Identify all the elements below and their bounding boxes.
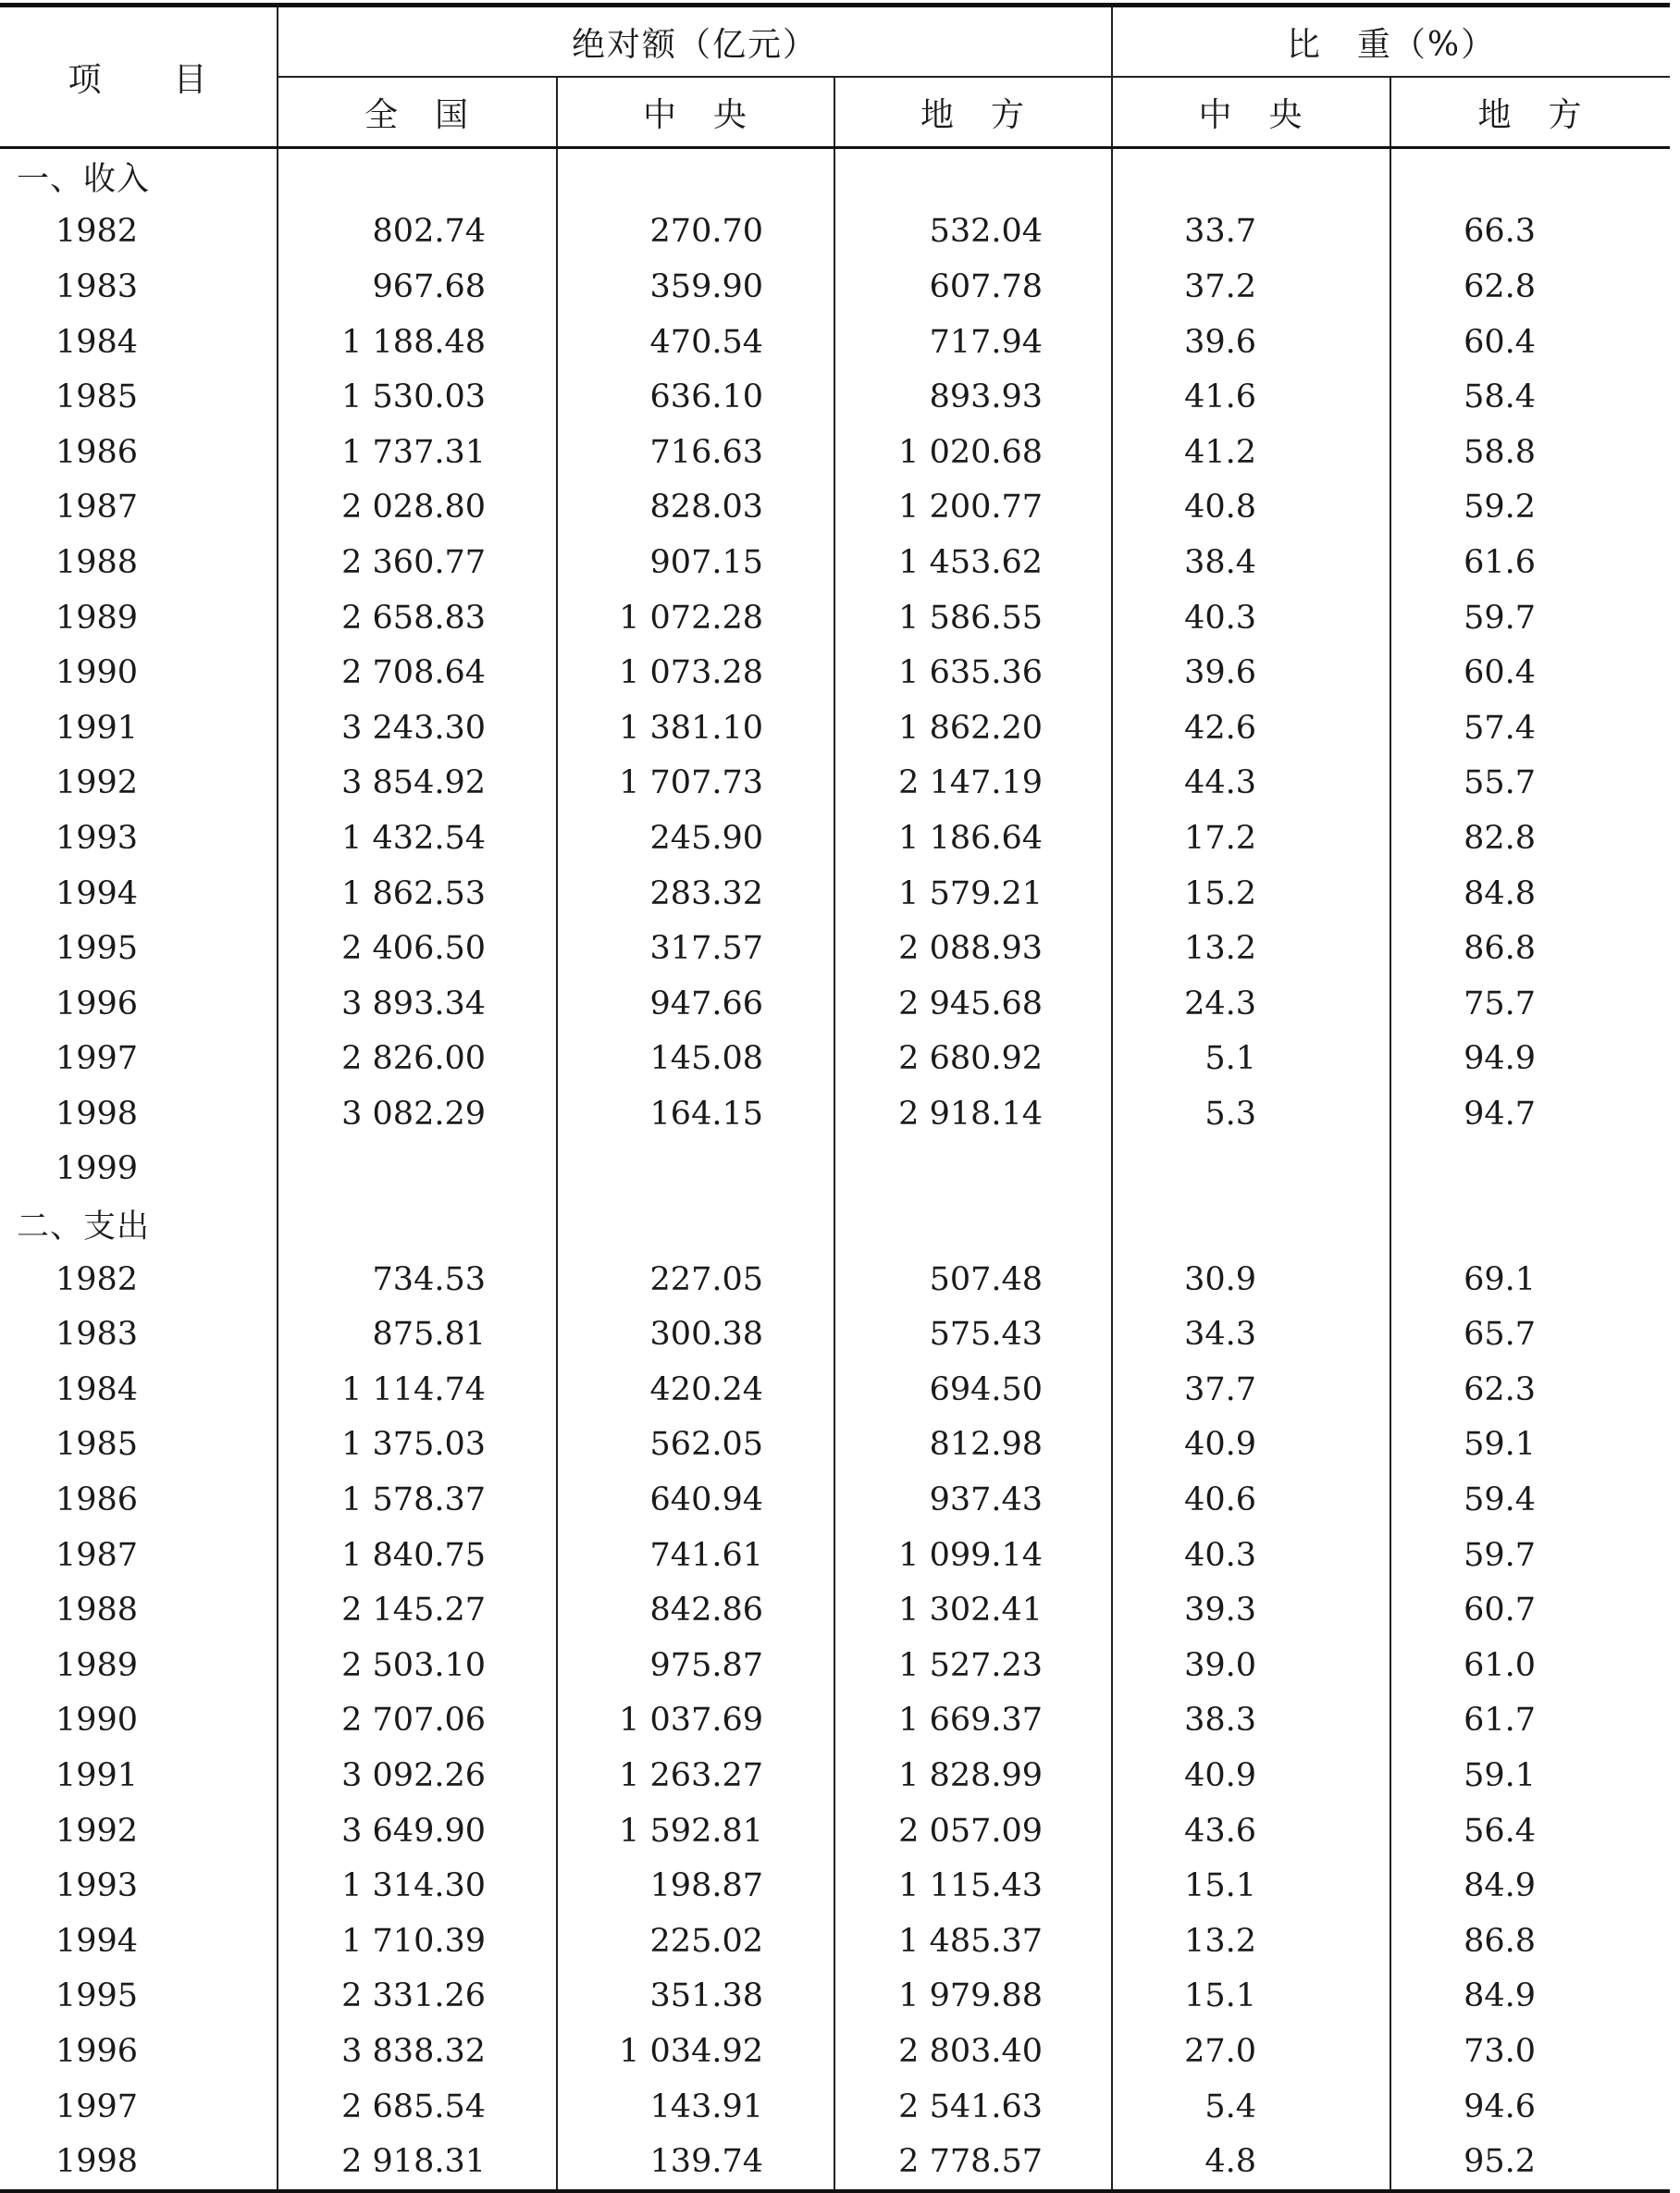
local-share-value: 94.7 [1464,1095,1537,1133]
national-value: 3 243.30 [278,700,557,756]
table-row [0,645,1670,700]
year-cell: 1988 [0,535,278,590]
central-amount-value: 636.10 [557,369,834,425]
central-amount-value: 716.63 [557,425,834,480]
table-row [0,315,1670,370]
central-share-value: 27.0 [1112,2024,1390,2079]
central-share-value: 39.3 [1112,1582,1390,1638]
local-amount-value: 893.93 [834,369,1112,425]
table-row [0,1582,1670,1638]
central-amount-value: 317.57 [557,921,834,976]
section-title: 二、支出 [0,1196,278,1252]
central-amount-value: 640.94 [557,1472,834,1528]
local-amount-value: 1 453.62 [834,535,1112,590]
central-share-value: 40.3 [1112,1528,1390,1583]
local-share-value: 62.8 [1464,267,1537,305]
national-value: 2 707.06 [278,1693,557,1749]
local-share-value [1390,1142,1670,1197]
local-amount-value: 607.78 [834,259,1112,315]
central-share-value: 24.3 [1112,976,1390,1032]
table-row [0,1693,1670,1749]
central-share-value: 41.2 [1112,425,1390,480]
year-cell: 1995 [0,921,278,976]
local-amount-value: 717.94 [834,315,1112,370]
local-share-value: 56.4 [1464,1812,1537,1850]
empty-cell [834,148,1112,204]
local-share-column-header: 地 方 [1390,77,1670,148]
local-amount-value: 2 541.63 [834,2079,1112,2135]
year-cell: 1991 [0,1748,278,1803]
table-row [0,1032,1670,1087]
table-row [0,425,1670,480]
central-share-value: 15.2 [1112,866,1390,922]
section-header-row [0,148,1670,204]
central-amount-value: 1 037.69 [557,1693,834,1749]
central-amount-value: 245.90 [557,811,834,866]
central-amount-value: 420.24 [557,1362,834,1418]
year-cell: 1997 [0,1032,278,1087]
central-share-value: 5.4 [1112,2079,1390,2135]
national-column-header: 全 国 [278,77,557,148]
local-share-value: 59.2 [1464,489,1537,527]
local-share-value: 86.8 [1464,930,1537,968]
fiscal-revenue-expenditure-table [0,3,1670,2193]
year-cell: 1983 [0,1307,278,1362]
local-amount-value: 1 099.14 [834,1528,1112,1583]
year-cell: 1993 [0,1858,278,1914]
year-cell: 1987 [0,1528,278,1583]
table-row [0,1914,1670,1969]
national-value: 802.74 [278,204,557,260]
local-share-value: 84.8 [1464,874,1537,912]
year-cell: 1989 [0,590,278,646]
local-amount-value: 1 302.41 [834,1582,1112,1638]
central-share-value: 4.8 [1112,2134,1390,2191]
table-row [0,1748,1670,1803]
central-share-value: 40.3 [1112,590,1390,646]
local-amount-value: 1 186.64 [834,811,1112,866]
local-amount-value: 1 586.55 [834,590,1112,646]
table-row [0,866,1670,922]
table-row [0,1528,1670,1583]
central-amount-value: 842.86 [557,1582,834,1638]
national-value: 734.53 [278,1252,557,1307]
table-row [0,1638,1670,1693]
year-cell: 1986 [0,1472,278,1528]
central-amount-value [557,1142,834,1197]
year-cell: 1992 [0,756,278,812]
absolute-amount-group-header: 绝对额（亿元） [278,6,1112,78]
table-row [0,1362,1670,1418]
national-value: 2 360.77 [278,535,557,590]
national-value: 1 114.74 [278,1362,557,1418]
table-row [0,2079,1670,2135]
local-amount-value: 812.98 [834,1418,1112,1473]
central-share-value: 37.7 [1112,1362,1390,1418]
local-share-value: 61.7 [1464,1702,1537,1740]
local-amount-value: 532.04 [834,204,1112,260]
local-share-value: 59.4 [1464,1481,1537,1519]
local-share-value: 94.9 [1464,1040,1537,1078]
national-value: 2 406.50 [278,921,557,976]
local-amount-value: 2 945.68 [834,976,1112,1032]
section-title: 一、收入 [0,148,278,204]
central-amount-value: 470.54 [557,315,834,370]
central-share-value: 15.1 [1112,1858,1390,1914]
year-cell: 1998 [0,2134,278,2191]
local-share-value: 61.6 [1464,543,1537,581]
year-cell: 1991 [0,700,278,756]
local-amount-value: 507.48 [834,1252,1112,1307]
year-cell: 1982 [0,1252,278,1307]
central-share-value: 30.9 [1112,1252,1390,1307]
local-share-value: 58.8 [1464,433,1537,471]
central-amount-value: 1 034.92 [557,2024,834,2079]
national-value: 3 838.32 [278,2024,557,2079]
local-amount-value: 2 680.92 [834,1032,1112,1087]
table-row [0,700,1670,756]
table-row [0,976,1670,1032]
table-row [0,1803,1670,1859]
empty-cell [278,1196,557,1252]
local-amount-value: 1 115.43 [834,1858,1112,1914]
local-amount-value: 1 485.37 [834,1914,1112,1969]
table-header [0,6,1670,148]
central-amount-value: 300.38 [557,1307,834,1362]
local-amount-value: 937.43 [834,1472,1112,1528]
central-amount-value: 359.90 [557,259,834,315]
central-amount-value: 1 073.28 [557,645,834,700]
national-value: 2 145.27 [278,1582,557,1638]
central-share-value: 13.2 [1112,921,1390,976]
national-value: 1 737.31 [278,425,557,480]
year-cell: 1994 [0,1914,278,1969]
central-amount-value: 351.38 [557,1969,834,2025]
local-amount-value: 575.43 [834,1307,1112,1362]
empty-cell [557,148,834,204]
national-value: 2 918.31 [278,2134,557,2191]
local-amount-value: 2 918.14 [834,1086,1112,1142]
central-share-value: 5.3 [1112,1086,1390,1142]
national-value: 2 826.00 [278,1032,557,1087]
local-share-value: 55.7 [1464,764,1537,802]
central-share-value: 39.6 [1112,645,1390,700]
local-share-value: 62.3 [1464,1370,1537,1408]
year-cell: 1982 [0,204,278,260]
local-share-value: 84.9 [1464,1867,1537,1905]
local-share-value: 57.4 [1464,709,1537,747]
empty-cell [1112,1196,1390,1252]
local-amount-value: 1 020.68 [834,425,1112,480]
national-value: 3 082.29 [278,1086,557,1142]
local-share-value: 61.0 [1464,1646,1537,1684]
local-amount-value: 1 635.36 [834,645,1112,700]
local-amount-value: 2 147.19 [834,756,1112,812]
local-share-value: 95.2 [1464,2143,1537,2181]
national-value [278,1142,557,1197]
central-amount-value: 225.02 [557,1914,834,1969]
year-cell: 1996 [0,2024,278,2079]
central-share-value: 41.6 [1112,369,1390,425]
local-share-value: 94.6 [1464,2088,1537,2125]
central-amount-value: 164.15 [557,1086,834,1142]
central-share-value: 39.0 [1112,1638,1390,1693]
local-amount-value: 2 088.93 [834,921,1112,976]
central-amount-value: 145.08 [557,1032,834,1087]
national-value: 1 375.03 [278,1418,557,1473]
table-row [0,1418,1670,1473]
central-amount-value: 227.05 [557,1252,834,1307]
year-cell: 1994 [0,866,278,922]
year-cell: 1995 [0,1969,278,2025]
local-amount-value: 1 979.88 [834,1969,1112,2025]
central-share-value: 37.2 [1112,259,1390,315]
local-share-value: 86.8 [1464,1922,1537,1960]
central-share-value: 40.9 [1112,1748,1390,1803]
local-amount-value: 1 200.77 [834,480,1112,536]
local-amount-value: 2 803.40 [834,2024,1112,2079]
year-cell: 1987 [0,480,278,536]
table-row [0,590,1670,646]
central-share-value: 40.9 [1112,1418,1390,1473]
central-amount-value: 562.05 [557,1418,834,1473]
year-cell: 1990 [0,645,278,700]
local-amount-value: 1 527.23 [834,1638,1112,1693]
table-row [0,1142,1670,1197]
local-amount-value: 2 057.09 [834,1803,1112,1859]
central-amount-value: 1 592.81 [557,1803,834,1859]
table-row [0,480,1670,536]
central-share-value: 40.6 [1112,1472,1390,1528]
table-row [0,2024,1670,2079]
central-share-value: 44.3 [1112,756,1390,812]
year-cell: 1985 [0,1418,278,1473]
local-share-value: 84.9 [1464,1977,1537,2015]
central-amount-value: 947.66 [557,976,834,1032]
table-body [0,148,1670,2191]
local-share-value: 65.7 [1464,1316,1537,1354]
central-share-value: 34.3 [1112,1307,1390,1362]
local-share-value: 60.4 [1464,323,1537,361]
local-share-value: 60.7 [1464,1592,1537,1629]
national-value: 1 710.39 [278,1914,557,1969]
central-amount-value: 270.70 [557,204,834,260]
national-value: 2 708.64 [278,645,557,700]
central-amount-value: 741.61 [557,1528,834,1583]
local-amount-value: 1 669.37 [834,1693,1112,1749]
central-amount-value: 1 072.28 [557,590,834,646]
central-amount-value: 1 263.27 [557,1748,834,1803]
national-value: 967.68 [278,259,557,315]
national-value: 2 685.54 [278,2079,557,2135]
national-value: 2 503.10 [278,1638,557,1693]
national-value: 3 649.90 [278,1803,557,1859]
year-cell: 1993 [0,811,278,866]
central-share-value [1112,1142,1390,1197]
year-cell: 1984 [0,315,278,370]
local-share-value: 58.4 [1464,378,1537,416]
year-cell: 1990 [0,1693,278,1749]
empty-cell [834,1196,1112,1252]
central-share-value: 15.1 [1112,1969,1390,2025]
local-amount-value: 2 778.57 [834,2134,1112,2191]
local-share-value: 59.1 [1464,1426,1537,1464]
national-value: 1 432.54 [278,811,557,866]
year-cell: 1983 [0,259,278,315]
national-value: 3 893.34 [278,976,557,1032]
central-share-value: 38.3 [1112,1693,1390,1749]
year-cell: 1986 [0,425,278,480]
central-share-value: 39.6 [1112,315,1390,370]
local-share-value: 82.8 [1464,819,1537,857]
section-header-row [0,1196,1670,1252]
table-row [0,921,1670,976]
central-share-value: 38.4 [1112,535,1390,590]
table-row [0,1252,1670,1307]
empty-cell [557,1196,834,1252]
year-cell: 1989 [0,1638,278,1693]
central-amount-value: 907.15 [557,535,834,590]
table-row [0,1858,1670,1914]
central-amount-column-header: 中 央 [557,77,834,148]
year-cell: 1985 [0,369,278,425]
local-amount-value: 1 828.99 [834,1748,1112,1803]
national-value: 1 314.30 [278,1858,557,1914]
central-amount-value: 143.91 [557,2079,834,2135]
table-row [0,259,1670,315]
central-amount-value: 828.03 [557,480,834,536]
central-amount-value: 139.74 [557,2134,834,2191]
local-share-value: 60.4 [1464,654,1537,692]
national-value: 1 578.37 [278,1472,557,1528]
share-group-header: 比 重（%） [1112,6,1670,78]
table-row [0,1307,1670,1362]
national-value: 3 092.26 [278,1748,557,1803]
year-cell: 1988 [0,1582,278,1638]
local-share-value: 59.1 [1464,1757,1537,1795]
central-share-column-header: 中 央 [1112,77,1390,148]
table-row [0,811,1670,866]
central-share-value: 13.2 [1112,1914,1390,1969]
local-amount-value: 1 862.20 [834,700,1112,756]
central-amount-value: 198.87 [557,1858,834,1914]
national-value: 2 028.80 [278,480,557,536]
table-row [0,369,1670,425]
national-value: 1 840.75 [278,1528,557,1583]
empty-cell [1390,148,1670,204]
central-share-value: 5.1 [1112,1032,1390,1087]
year-cell: 1999 [0,1142,278,1197]
central-share-value: 42.6 [1112,700,1390,756]
local-amount-value: 694.50 [834,1362,1112,1418]
empty-cell [1112,148,1390,204]
local-share-value: 69.1 [1464,1260,1537,1298]
table-row [0,204,1670,260]
central-share-value: 40.8 [1112,480,1390,536]
empty-cell [278,148,557,204]
table-row [0,1086,1670,1142]
national-value: 875.81 [278,1307,557,1362]
table-row [0,756,1670,812]
central-amount-value: 283.32 [557,866,834,922]
local-share-value: 73.0 [1464,2032,1537,2070]
year-cell: 1984 [0,1362,278,1418]
local-share-value: 75.7 [1464,985,1537,1022]
local-amount-column-header: 地 方 [834,77,1112,148]
year-cell: 1997 [0,2079,278,2135]
central-share-value: 17.2 [1112,811,1390,866]
item-column-header: 项 目 [0,6,278,148]
year-cell: 1996 [0,976,278,1032]
table-row [0,1472,1670,1528]
table-row [0,2134,1670,2191]
local-amount-value: 1 579.21 [834,866,1112,922]
national-value: 2 658.83 [278,590,557,646]
national-value: 2 331.26 [278,1969,557,2025]
empty-cell [1390,1196,1670,1252]
local-share-value: 66.3 [1464,213,1537,251]
year-cell: 1992 [0,1803,278,1859]
local-share-value: 59.7 [1464,599,1537,637]
central-share-value: 43.6 [1112,1803,1390,1859]
year-cell: 1998 [0,1086,278,1142]
table-row [0,1969,1670,2025]
central-amount-value: 1 381.10 [557,700,834,756]
local-amount-value [834,1142,1112,1197]
national-value: 1 530.03 [278,369,557,425]
national-value: 1 188.48 [278,315,557,370]
national-value: 3 854.92 [278,756,557,812]
central-share-value: 33.7 [1112,204,1390,260]
central-amount-value: 1 707.73 [557,756,834,812]
local-share-value: 59.7 [1464,1536,1537,1574]
central-amount-value: 975.87 [557,1638,834,1693]
national-value: 1 862.53 [278,866,557,922]
table-row [0,535,1670,590]
